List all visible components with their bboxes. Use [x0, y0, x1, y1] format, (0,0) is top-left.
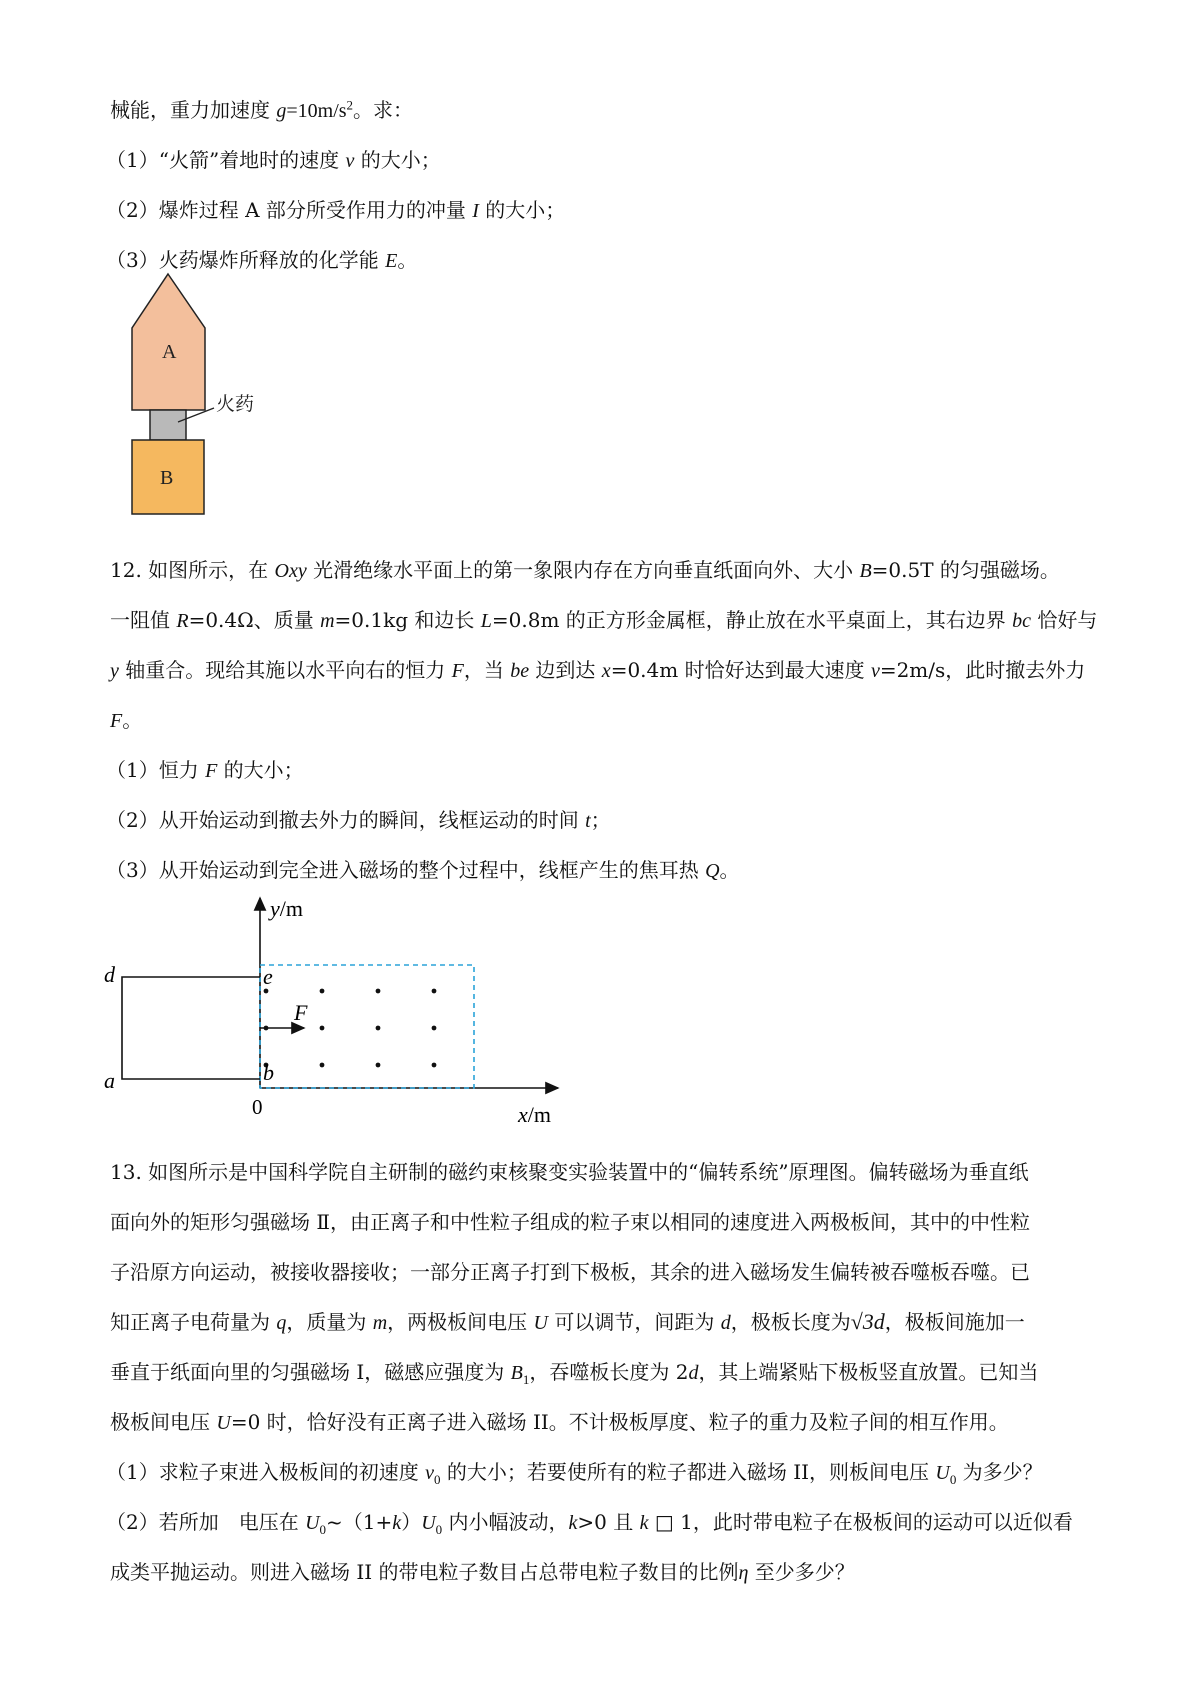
origin-label: 0 [252, 1095, 263, 1119]
q11-part-1: （1）“火箭”着地时的速度 v 的大小； [106, 148, 441, 172]
q13-line-1: 13. 如图所示是中国科学院自主研制的磁约束核聚变实验装置中的“偏转系统”原理图。偏转磁场为垂直纸 [110, 1160, 1029, 1184]
label-d: d [104, 962, 115, 987]
q11-line-1: 械能，重力加速度 $g=10m/s^2$。求： [110, 97, 414, 122]
metal-frame [122, 977, 260, 1079]
q13-part-1: （1）求粒子束进入极板间的初速度 $v_0$ 的大小；若要使所有的粒子都进入磁场 II，则板间电压 $U_0$ 为多少？ [106, 1460, 1043, 1487]
q13-part-2: （2）若所加 电压在 $U_0\sim(1+k)U_0$ 内小幅波动，k>0 且 k □ 1，此时带电粒子在极板间的运动可以近似看 [106, 1510, 1073, 1537]
q13-line-6: 极板间电压 U=0 时，恰好没有正离子进入磁场 II。不计极板厚度、粒子的重力及粒子间的相互作用。 [110, 1410, 1009, 1434]
q13-line-3: 子沿原方向运动，被接收器接收；一部分正离子打到下极板，其余的进入磁场发生偏转被吞噬板吞噬。已 [110, 1260, 1030, 1284]
y-axis-label: y/m [270, 896, 303, 921]
frame-field-figure [100, 890, 580, 1130]
label-b: b [263, 1060, 274, 1085]
rocket-label-a: A [162, 341, 177, 363]
label-F: F [294, 1000, 308, 1025]
q11-part-3: （3）火药爆炸所释放的化学能 E。 [106, 248, 418, 272]
q12-line-2: 一阻值 R=0.4Ω、质量 m=0.1kg 和边长 L=0.8m 的正方形金属框，静止放在水平桌面上，其右边界 bc 恰好与 [110, 608, 1098, 632]
q13-part-2-cont: 成类平抛运动。则进入磁场 II 的带电粒子数目占总带电粒子数目的比例η 至少多少？ [110, 1560, 855, 1584]
q13-line-5: 垂直于纸面向里的匀强磁场 I，磁感应强度为 $B_1$，吞噬板长度为 2d，其上端紧贴下极板竖直放置。已知当 [110, 1360, 1039, 1387]
q12-line-1: 12. 如图所示，在 Oxy 光滑绝缘水平面上的第一象限内存在方向垂直纸面向外、大小 B=0.5T 的匀强磁场。 [110, 558, 1060, 582]
rocket-figure [120, 262, 320, 522]
q12-part-1: （1）恒力 F 的大小； [106, 758, 304, 782]
gunpowder-label: 火药 [216, 394, 255, 415]
q12-line-3: y 轴重合。现给其施以水平向右的恒力 F，当 be 边到达 x=0.4m 时恰好达到最大速度 v=2m/s，此时撤去外力 [110, 658, 1086, 682]
gunpowder-block [150, 410, 186, 440]
x-axis-label: x/m [518, 1102, 551, 1127]
magnetic-field-region [260, 965, 474, 1088]
q12-part-2: （2）从开始运动到撤去外力的瞬间，线框运动的时间 t； [106, 808, 611, 832]
q12-part-3: （3）从开始运动到完全进入磁场的整个过程中，线框产生的焦耳热 Q。 [106, 858, 740, 882]
q13-line-2: 面向外的矩形匀强磁场 Ⅱ，由正离子和中性粒子组成的粒子束以相同的速度进入两极板间，其中的中性粒 [110, 1210, 1030, 1234]
label-a: a [104, 1068, 115, 1093]
q11-part-2: （2）爆炸过程 A 部分所受作用力的冲量 I 的大小； [106, 198, 566, 222]
rocket-label-b: B [160, 467, 174, 489]
q12-line-4: F。 [110, 708, 143, 732]
q13-line-4: 知正离子电荷量为 q，质量为 m，两极板间电压 U 可以调节，间距为 d，极板长度为√3d，极板间施加一 [110, 1309, 1025, 1334]
label-e: e [263, 964, 273, 989]
sqrt3-d: √3d [850, 1309, 885, 1334]
